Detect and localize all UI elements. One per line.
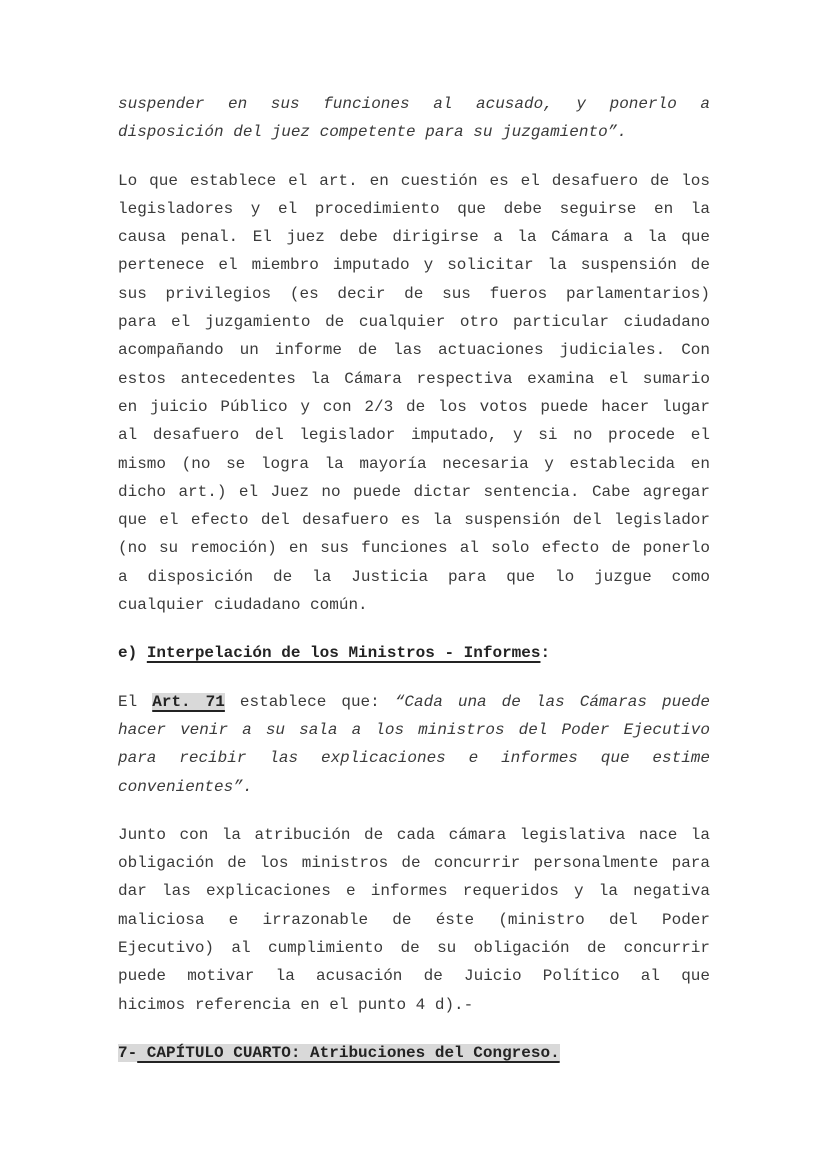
heading-line xyxy=(118,639,710,667)
text-line: legisladores y el procedimiento que debe seguirse en la xyxy=(118,199,710,218)
quote-paragraph-desafuero xyxy=(118,90,710,147)
text-line: mismo (no se logra la mayoría necesaria y establecida en xyxy=(118,454,710,473)
text-line: Junto con la atribución de cada cámara legislativa nace la xyxy=(118,825,710,844)
paragraph-articulo-71 xyxy=(118,688,710,801)
text-line: convenientes”. xyxy=(118,777,253,796)
text-line: disposición del juez competente para su juzgamiento”. xyxy=(118,123,627,142)
text-line: puede motivar la acusación de Juicio Político al que xyxy=(118,967,710,986)
paragraph-obligacion-ministros xyxy=(118,821,710,1019)
text-line: acompañando un informe de las actuaciones judiciales. Con xyxy=(118,341,710,360)
text-line: pertenece el miembro imputado y solicitar la suspensión de xyxy=(118,256,710,275)
text-line: (no su remoción) en sus funciones al solo efecto de ponerlo xyxy=(118,539,710,558)
heading-interpelacion-ministros xyxy=(118,639,710,667)
text-line: dicho art.) el Juez no puede dictar sentencia. Cabe agregar xyxy=(118,482,710,501)
text-line: hicimos referencia en el punto 4 d).- xyxy=(118,995,474,1014)
text-line: para recibir las explicaciones e informes que estime xyxy=(118,749,710,768)
heading-capitulo-cuarto xyxy=(118,1039,710,1067)
text-line: al desafuero del legislador imputado, y si no procede el xyxy=(118,426,710,445)
text-line: maliciosa e irrazonable de éste (ministro del Poder xyxy=(118,910,710,929)
text-line: causa penal. El juez debe dirigirse a la Cámara a la que xyxy=(118,228,710,247)
text-line xyxy=(118,688,710,716)
heading-label: CAPÍTULO CUARTO: Atribuciones del Congreso. xyxy=(137,1043,560,1062)
text-line: hacer venir a su sala a los ministros del Poder Ejecutivo xyxy=(118,720,710,739)
text-line: en juicio Público y con 2/3 de los votos puede hacer lugar xyxy=(118,397,710,416)
document-page xyxy=(118,90,710,1087)
heading-item-number: 7- xyxy=(118,1043,138,1062)
text-line: que el efecto del desafuero es la suspensión del legislador xyxy=(118,511,710,530)
text-line: para el juzgamiento de cualquier otro particular ciudadano xyxy=(118,313,710,332)
text-line: Lo que establece el art. en cuestión es el desafuero de los xyxy=(118,171,710,190)
heading-colon: : xyxy=(540,644,551,663)
article-71-reference: Art. 71 xyxy=(152,692,225,711)
text-segment: establece que: xyxy=(224,692,395,711)
paragraph-desafuero-explicacion xyxy=(118,167,710,620)
heading-line xyxy=(118,1039,710,1067)
text-segment: El xyxy=(118,692,153,711)
text-line: Ejecutivo) al cumplimiento de su obligación de concurrir xyxy=(118,939,710,958)
heading-item-letter: e) xyxy=(118,644,147,663)
text-line: dar las explicaciones e informes requeridos y la negativa xyxy=(118,882,710,901)
text-line: obligación de los ministros de concurrir personalmente para xyxy=(118,854,710,873)
heading-label: Interpelación de los Ministros - Informes xyxy=(146,644,541,663)
text-line: estos antecedentes la Cámara respectiva examina el sumario xyxy=(118,369,710,388)
text-line: a disposición de la Justicia para que lo juzgue como xyxy=(118,567,710,586)
text-line: suspender en sus funciones al acusado, y ponerlo a xyxy=(118,95,710,113)
text-line: sus privilegios (es decir de sus fueros parlamentarios) xyxy=(118,284,710,303)
quote-start-segment: “Cada una de las Cámaras puede xyxy=(394,692,710,711)
text-line: cualquier ciudadano común. xyxy=(118,596,368,615)
